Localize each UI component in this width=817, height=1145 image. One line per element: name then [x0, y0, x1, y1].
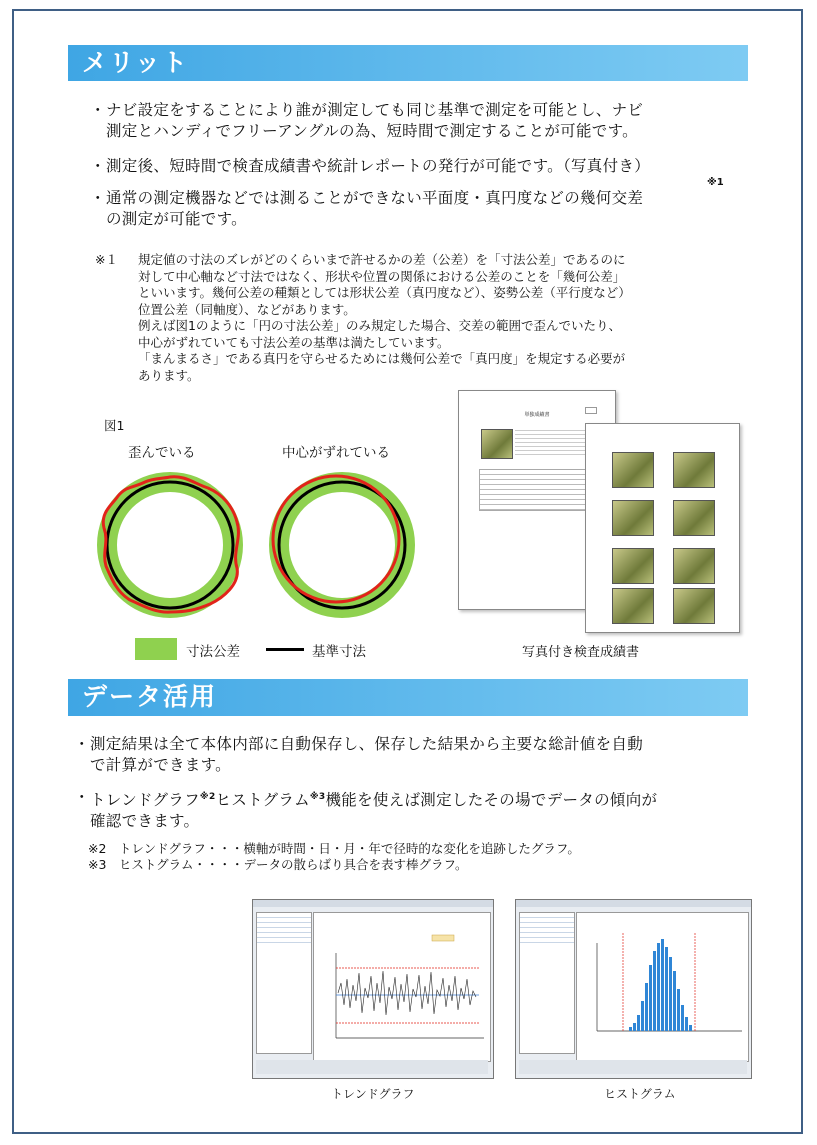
roundness-diagram: [90, 460, 430, 635]
report-stamp-box: [585, 407, 597, 414]
report-caption: 写真付き検査成績書: [522, 645, 640, 660]
reference-circle: [107, 482, 233, 608]
report-photo-5: [612, 548, 654, 584]
data-use-heading: データ活用: [68, 679, 748, 716]
figure-label: 図1: [104, 418, 125, 433]
data-bullet-2-line1: [90, 787, 760, 811]
data-bullet-2-line2: 確認できます。: [90, 812, 200, 831]
report-photo-8: [673, 588, 715, 624]
merit-bullet-2: [90, 156, 746, 177]
histogram-bars: [629, 939, 692, 1031]
histogram-chart: [577, 913, 748, 1061]
merit-bullet-3: [90, 188, 746, 230]
bullet-dot: ・: [74, 788, 90, 806]
trend-series-line: [338, 971, 476, 1015]
report-header-table: [515, 427, 595, 457]
note-1-line: 規定値の寸法のズレがどのくらいまで許せるかの差（公差）を「寸法公差」であるのに: [138, 252, 626, 267]
legend-tolerance-label: 寸法公差: [186, 644, 240, 660]
bullet-dot: ・: [90, 157, 106, 175]
offset-measured-circle: [273, 476, 399, 602]
file-tree-panel: [519, 912, 575, 1054]
bullet-dot: ・: [90, 189, 106, 207]
note-1-line: あります。: [138, 367, 200, 383]
merit-bullet-1-line1: ナビ設定をすることにより誰が測定しても同じ基準で測定を可能とし、ナビ: [106, 101, 644, 119]
note-1-body: [138, 252, 738, 384]
note-1-mark: ※１: [95, 252, 118, 267]
merit-heading: メリット: [68, 45, 748, 81]
note-1-line: 例えば図1のように「円の寸法公差」のみ規定した場合、交差の範囲で歪んでいたり、: [138, 318, 621, 333]
note-1-line: 「まんまるさ」である真円を守らせるためには幾何公差で「真円度」を規定する必要が: [138, 351, 626, 366]
report-result-table: [479, 469, 599, 511]
merit-bullet-1: [90, 100, 746, 142]
data-bullet-1: [74, 734, 750, 776]
window-titlebar: [253, 900, 493, 907]
footnote-mark-1: ※1: [707, 177, 724, 188]
data-bullet-1-line2: で計算ができます。: [90, 756, 231, 774]
data-bullet-1-line1: 測定結果は全て本体内部に自動保存し、保存した結果から主要な総計値を自動: [90, 735, 644, 753]
report-photo-6: [673, 548, 715, 584]
merit-bullet-3-line1: [106, 188, 746, 209]
note-3: ※3 ヒストグラム・・・・データの散らばり具合を表す棒グラフ。: [88, 857, 468, 872]
footnote-mark-3: ※3: [309, 792, 326, 802]
merit-bullet-1-line2: 測定とハンディでフリーアングルの為、短時間で測定することが可能です。: [106, 122, 638, 140]
report-photo-3: [612, 500, 654, 536]
note-1-line: 対して中心軸など寸法ではなく、形状や位置の関係における公差のことを「幾何公差」: [138, 268, 626, 284]
trend-chart: [314, 913, 490, 1061]
trend-term: トレンドグラフ: [90, 791, 200, 810]
data-notes: [88, 841, 580, 873]
report-photo-1: [612, 452, 654, 488]
histogram-term: ヒストグラム: [215, 791, 310, 810]
figure-left-title: 歪んでいる: [128, 445, 196, 461]
trend-caption: トレンドグラフ: [331, 1087, 415, 1101]
histogram-window: [515, 899, 752, 1079]
note-1-line: 中心がずれていても寸法公差の基準は満たしています。: [138, 334, 450, 350]
report-part-photo: [481, 429, 513, 459]
merit-bullet-2-line1: 測定後、短時間で検査成績書や統計レポートの発行が可能です。（写真付き）: [106, 157, 651, 175]
note-2: ※2 トレンドグラフ・・・横軸が時間・日・月・年で径時的な変化を追跡したグラフ。: [88, 841, 580, 856]
data-bullet-2-rest: 機能を使えば測定したその場でデータの傾向が: [325, 791, 658, 810]
note-1-line: 位置公差（同軸度）、などがあります。: [138, 301, 356, 317]
offset-circle-figure: [273, 476, 405, 608]
window-titlebar: [516, 900, 751, 907]
window-footer: [256, 1060, 488, 1074]
distorted-circle-figure: [103, 477, 238, 612]
report-photo-4: [673, 500, 715, 536]
report-photo-7: [612, 588, 654, 624]
file-tree-panel: [256, 912, 312, 1054]
report-sheet-photos: [585, 423, 740, 633]
histogram-chart-panel: [576, 912, 749, 1062]
merit-bullet-3-text: 通常の測定機器などでは測ることができない平面度・真円度などの幾何交差: [106, 189, 644, 207]
merit-bullet-3-line2: の測定が可能です。: [106, 210, 247, 228]
legend-tolerance-swatch: [135, 638, 177, 660]
figure-right-title: 中心がずれている: [282, 445, 390, 461]
window-footer: [519, 1060, 747, 1074]
report-sheet-title: 単独成績書: [524, 412, 550, 418]
bullet-dot: ・: [90, 101, 106, 119]
histogram-caption: ヒストグラム: [604, 1087, 676, 1101]
footnote-mark-2: ※2: [199, 792, 216, 802]
report-photo-2: [673, 452, 715, 488]
note-1-line: といいます。幾何公差の種類としては形状公差（真円度など）、姿勢公差（平行度など）: [138, 285, 631, 300]
bullet-dot: ・: [74, 735, 90, 753]
trend-graph-window: [252, 899, 494, 1079]
legend-reference-label: 基準寸法: [312, 644, 366, 660]
trend-chart-panel: [313, 912, 491, 1062]
legend-reference-line: [266, 648, 304, 651]
data-bullet-2: [74, 787, 760, 832]
